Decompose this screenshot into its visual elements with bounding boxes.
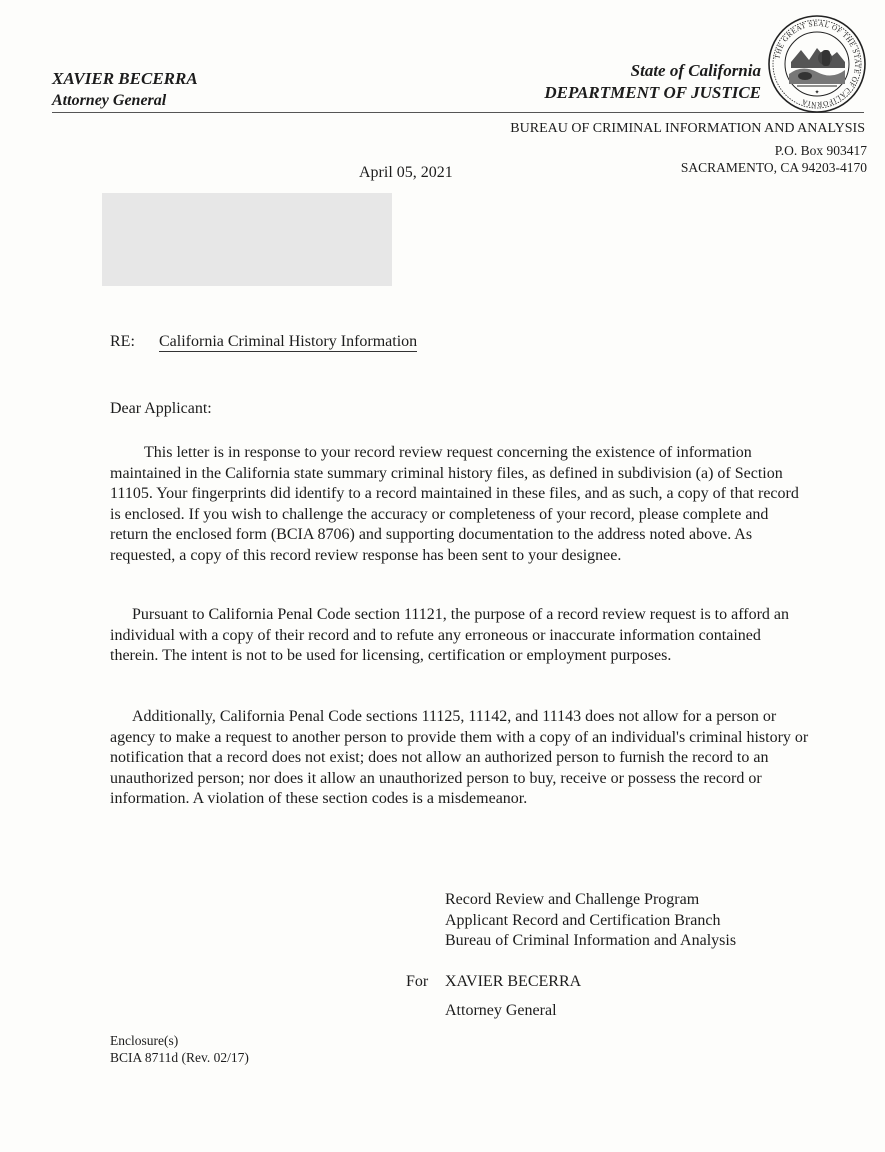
enclosure-label: Enclosure(s) <box>110 1033 179 1048</box>
state-seal-icon <box>767 14 867 114</box>
for-label: For <box>406 973 429 990</box>
for-line <box>406 973 581 991</box>
signature-line: Record Review and Challenge Program <box>445 891 700 908</box>
bureau-name: BUREAU OF CRIMINAL INFORMATION AND ANALYSIS <box>510 121 865 136</box>
mailing-address <box>681 142 867 176</box>
official-name: XAVIER BECERRA <box>52 69 198 88</box>
body-paragraph: This letter is in response to your record review request concerning the existence of information maintained in the California state summary criminal history files, as defined in subdivision (a) of Section 11105. Your fingerprints did identify to a record maintained in these files, and as such, a copy of that record is enclosed. If you wish to challenge the accuracy or completeness of your record, please complete and return the enclosed form (BCIA 8706) and supporting documentation to the address noted above. As requested, a copy of this record review response has been sent to your designee. <box>110 444 799 564</box>
city-state-zip: SACRAMENTO, CA 94203-4170 <box>680 160 867 175</box>
re-line <box>110 333 417 351</box>
redacted-recipient-address <box>102 193 392 286</box>
signature-block <box>445 890 736 952</box>
svg-text:✦: ✦ <box>814 90 820 96</box>
body-paragraph: Additionally, California Penal Code sections 11125, 11142, and 11143 does not allow for a person or agency to make a request to another person to provide them with a copy of an individual's criminal history or notification that a record does not exist; does not allow an authorized person to furnish the record to an unauthorized person; nor does it allow an unauthorized person to buy, receive or possess the record or information. A violation of these section codes is a misdemeanor. <box>110 708 809 808</box>
salutation: Dear Applicant: <box>110 400 212 417</box>
department-name: DEPARTMENT OF JUSTICE <box>544 83 761 102</box>
state-name: State of California <box>630 61 761 80</box>
signature-line: Bureau of Criminal Information and Analysis <box>445 932 737 950</box>
signatory-title: Attorney General <box>445 1002 557 1019</box>
signature-line: Applicant Record and Certification Branch <box>445 911 721 929</box>
official-title: Attorney General <box>52 92 167 109</box>
header-divider <box>52 112 864 113</box>
re-subject: California Criminal History Information <box>159 333 418 350</box>
form-id: BCIA 8711d (Rev. 02/17) <box>110 1050 249 1065</box>
re-label: RE: <box>110 333 135 350</box>
signatory-name: XAVIER BECERRA <box>445 973 582 990</box>
po-box: P.O. Box 903417 <box>774 143 867 158</box>
body-paragraph: Pursuant to California Penal Code section 11121, the purpose of a record review request is to afford an individual with a copy of their record and to refute any erroneous or inaccurate information contained therein. The intent is not to be used for licensing, certification or employment purposes. <box>110 606 790 665</box>
letter-date: April 05, 2021 <box>359 164 453 181</box>
enclosure-note <box>110 1032 249 1066</box>
seal-lettering: THE GREAT SEAL OF THE STATE OF CALIFORNIA <box>773 19 862 109</box>
attorney-general-block <box>52 68 198 112</box>
department-block <box>544 60 761 104</box>
